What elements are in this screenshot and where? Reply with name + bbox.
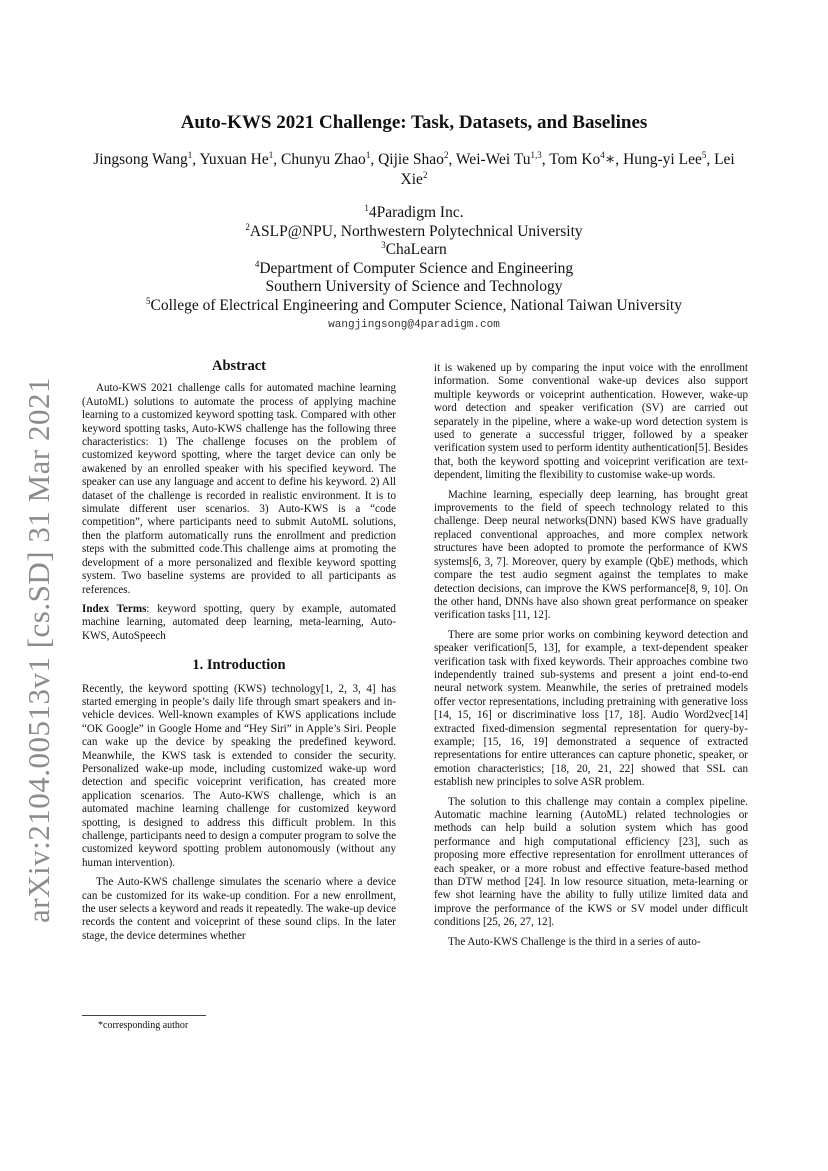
- index-terms-text: : keyword spotting, query by example, automated machine learning, automated deep learning, meta-learning, Auto-KWS, AutoSpeech: [82, 602, 396, 642]
- abstract-heading: Abstract: [212, 358, 266, 374]
- affiliation: $^4$Department of Computer Science and Engineering: [254, 258, 574, 277]
- author: Wei-Wei Tu$^{1,3}$,: [455, 149, 550, 168]
- arxiv-id: arXiv:2104.00513v1 [cs.SD] 31 Mar 2021: [21, 377, 57, 923]
- affiliation: $^3$ChaLearn: [381, 239, 447, 258]
- body-paragraph: There are some prior works on combining keyword detection and speaker verification[5, 13], for example, a text-dependent speaker verification task with fixed keywords. Their approaches combine two independently trained sub-systems and present a joint end-to-end neural network system. Meanwhile, the series of pretrained models offer vector representations, including pretraining with generative loss [14, 15, 16] or discriminative loss [17, 18]. Audio Word2vec[14] extracted fixed-dimension segmental representation for query-by-example; [15, 16, 19] demonstrated a sequence of extracted representations for entire utterances can capture phonetic, speaker, or emotion characteristics; [18, 20, 21, 22] showed that SSL can establish new principles to solve ASR problem.: [434, 628, 748, 789]
- affiliation: $^2$ASLP@NPU, Northwestern Polytechnical University: [245, 221, 583, 240]
- index-terms: [82, 603, 396, 643]
- footnote-text: *corresponding author: [98, 1020, 189, 1031]
- author: Lei Xie$^2$: [400, 151, 735, 188]
- index-terms-label: Index Terms: [82, 602, 147, 615]
- author: Hung-yi Lee$^5$,: [623, 149, 715, 168]
- author: Qijie Shao$^2$,: [378, 149, 456, 168]
- author: Chunyu Zhao$^1$,: [281, 149, 379, 168]
- body-paragraph: The Auto-KWS Challenge is the third in a series of auto-: [448, 935, 701, 948]
- paper-header: [80, 112, 748, 331]
- paper-title: Auto-KWS 2021 Challenge: Task, Datasets, and Baselines: [180, 112, 648, 133]
- contact-email[interactable]: wangjingsong@4paradigm.com: [328, 319, 500, 331]
- right-column: [434, 362, 748, 955]
- abstract-text: Auto-KWS 2021 challenge calls for automated machine learning (AutoML) solutions to automate the process of applying machine learning to a customized keyword spotting task. Compared with other keyword spotting tasks, Auto-KWS challenge has the following three characteristics: 1) The challenge focuses on the problem of customized keyword spotting, where the target device can only be awakened by an enrolled speaker with his specified keyword. The speaker can use any language and accent to define his keyword. 2) All dataset of the challenge is recorded in realistic environment. It is to simulate different user scenarios. 3) Auto-KWS is a “code competition”, where participants need to submit AutoML solutions, then the platform automatically runs the enrollment and prediction steps with the submitted code.This challenge aims at promoting the development of a more personalized and flexible keyword spotting system. Two baseline systems are provided to all participants as references.: [82, 382, 396, 596]
- body-paragraph: Machine learning, especially deep learning, has brought great improvements to the field of speech technology related to this challenge. Deep neural networks(DNN) based KWS have gradually replaced conventional approaches, and more complex network structures have been adopted to promote the performance of KWS systems[6, 3, 7]. Moreover, query by example (QbE) methods, which compare the test audio segment against the templates to make detection decisions, can improve the KWS performance[8, 9, 10]. On the other hand, DNNs have also shown great performance on speaker verification tasks [11, 12].: [434, 488, 748, 622]
- intro-paragraph: The Auto-KWS challenge simulates the scenario where a device can be customized for its wake-up condition. For a new enrollment, the user selects a keyword and reads it repeatedly. The wake-up device records the content and voiceprint of these sound clips. In the later stage, the device determines whether: [82, 876, 396, 942]
- author: Jingsong Wang$^1$,: [93, 149, 200, 168]
- body-paragraph: The solution to this challenge may contain a complex pipeline. Automatic machine learning (AutoML) related technologies or methods can help build a solution system which has good performance and high computational efficiency [23], such as proposing more effective representation for enrollment utterances of each speaker, or a more robust and effective feature-based method than DTW method [24]. In low resource situation, meta-learning or few shot learning have the ability to fully utilize limited data and improve the performance of the KWS or SV model under difficult conditions [25, 26, 27, 12].: [434, 795, 748, 929]
- affiliation-list: [80, 204, 748, 315]
- footnote-rule: [82, 1015, 206, 1016]
- affiliation: $^1$4Paradigm Inc.: [364, 202, 464, 221]
- arxiv-watermark: [14, 360, 64, 940]
- footnote: [82, 1015, 396, 1031]
- affiliation: $^5$College of Electrical Engineering and Computer Science, National Taiwan University: [146, 295, 682, 314]
- author: Yuxuan He$^1$,: [199, 149, 281, 168]
- body-paragraph: it is wakened up by comparing the input voice with the enrollment information. Some conventional wake-up devices also support multiple keywords or voiceprint authentication. However, wake-up word detection and speaker verification (SV) are carried out separately in the pipeline, where a wake-up word detection system is used to generate a successful trigger, followed by a speaker verification system used to perform identity authentication[5]. Besides that, both the keyword spotting and voiceprint verification are text-dependent, limiting the flexibility to customise wake-up words.: [434, 362, 748, 482]
- author-list: [80, 150, 748, 190]
- author: Tom Ko$^4$∗,: [549, 149, 624, 168]
- affiliation: Southern University of Science and Technology: [265, 278, 563, 295]
- intro-heading: 1. Introduction: [192, 657, 286, 674]
- intro-paragraph: Recently, the keyword spotting (KWS) technology[1, 2, 3, 4] has started emerging in people’s daily life through smart speakers and in-vehicle devices. Well-known examples of KWS applications include “OK Google” in Google Home and “Hey Siri” in Apple’s Siri. People can wake up the device by speaking the predefined keyword. Meanwhile, the KWS task is extended to consider the security. Personalized wake-up mode, including customized wake-up word detection and specific voiceprint verification, has created more application scenarios. The Auto-KWS challenge, which is an automated machine learning challenge for customized keyword spotting, is designed to address this difficult problem. In this challenge, participants need to design a computer program to solve the customized keyword spotting problem autonomously (without any human intervention).: [82, 682, 396, 869]
- left-column: [82, 360, 396, 949]
